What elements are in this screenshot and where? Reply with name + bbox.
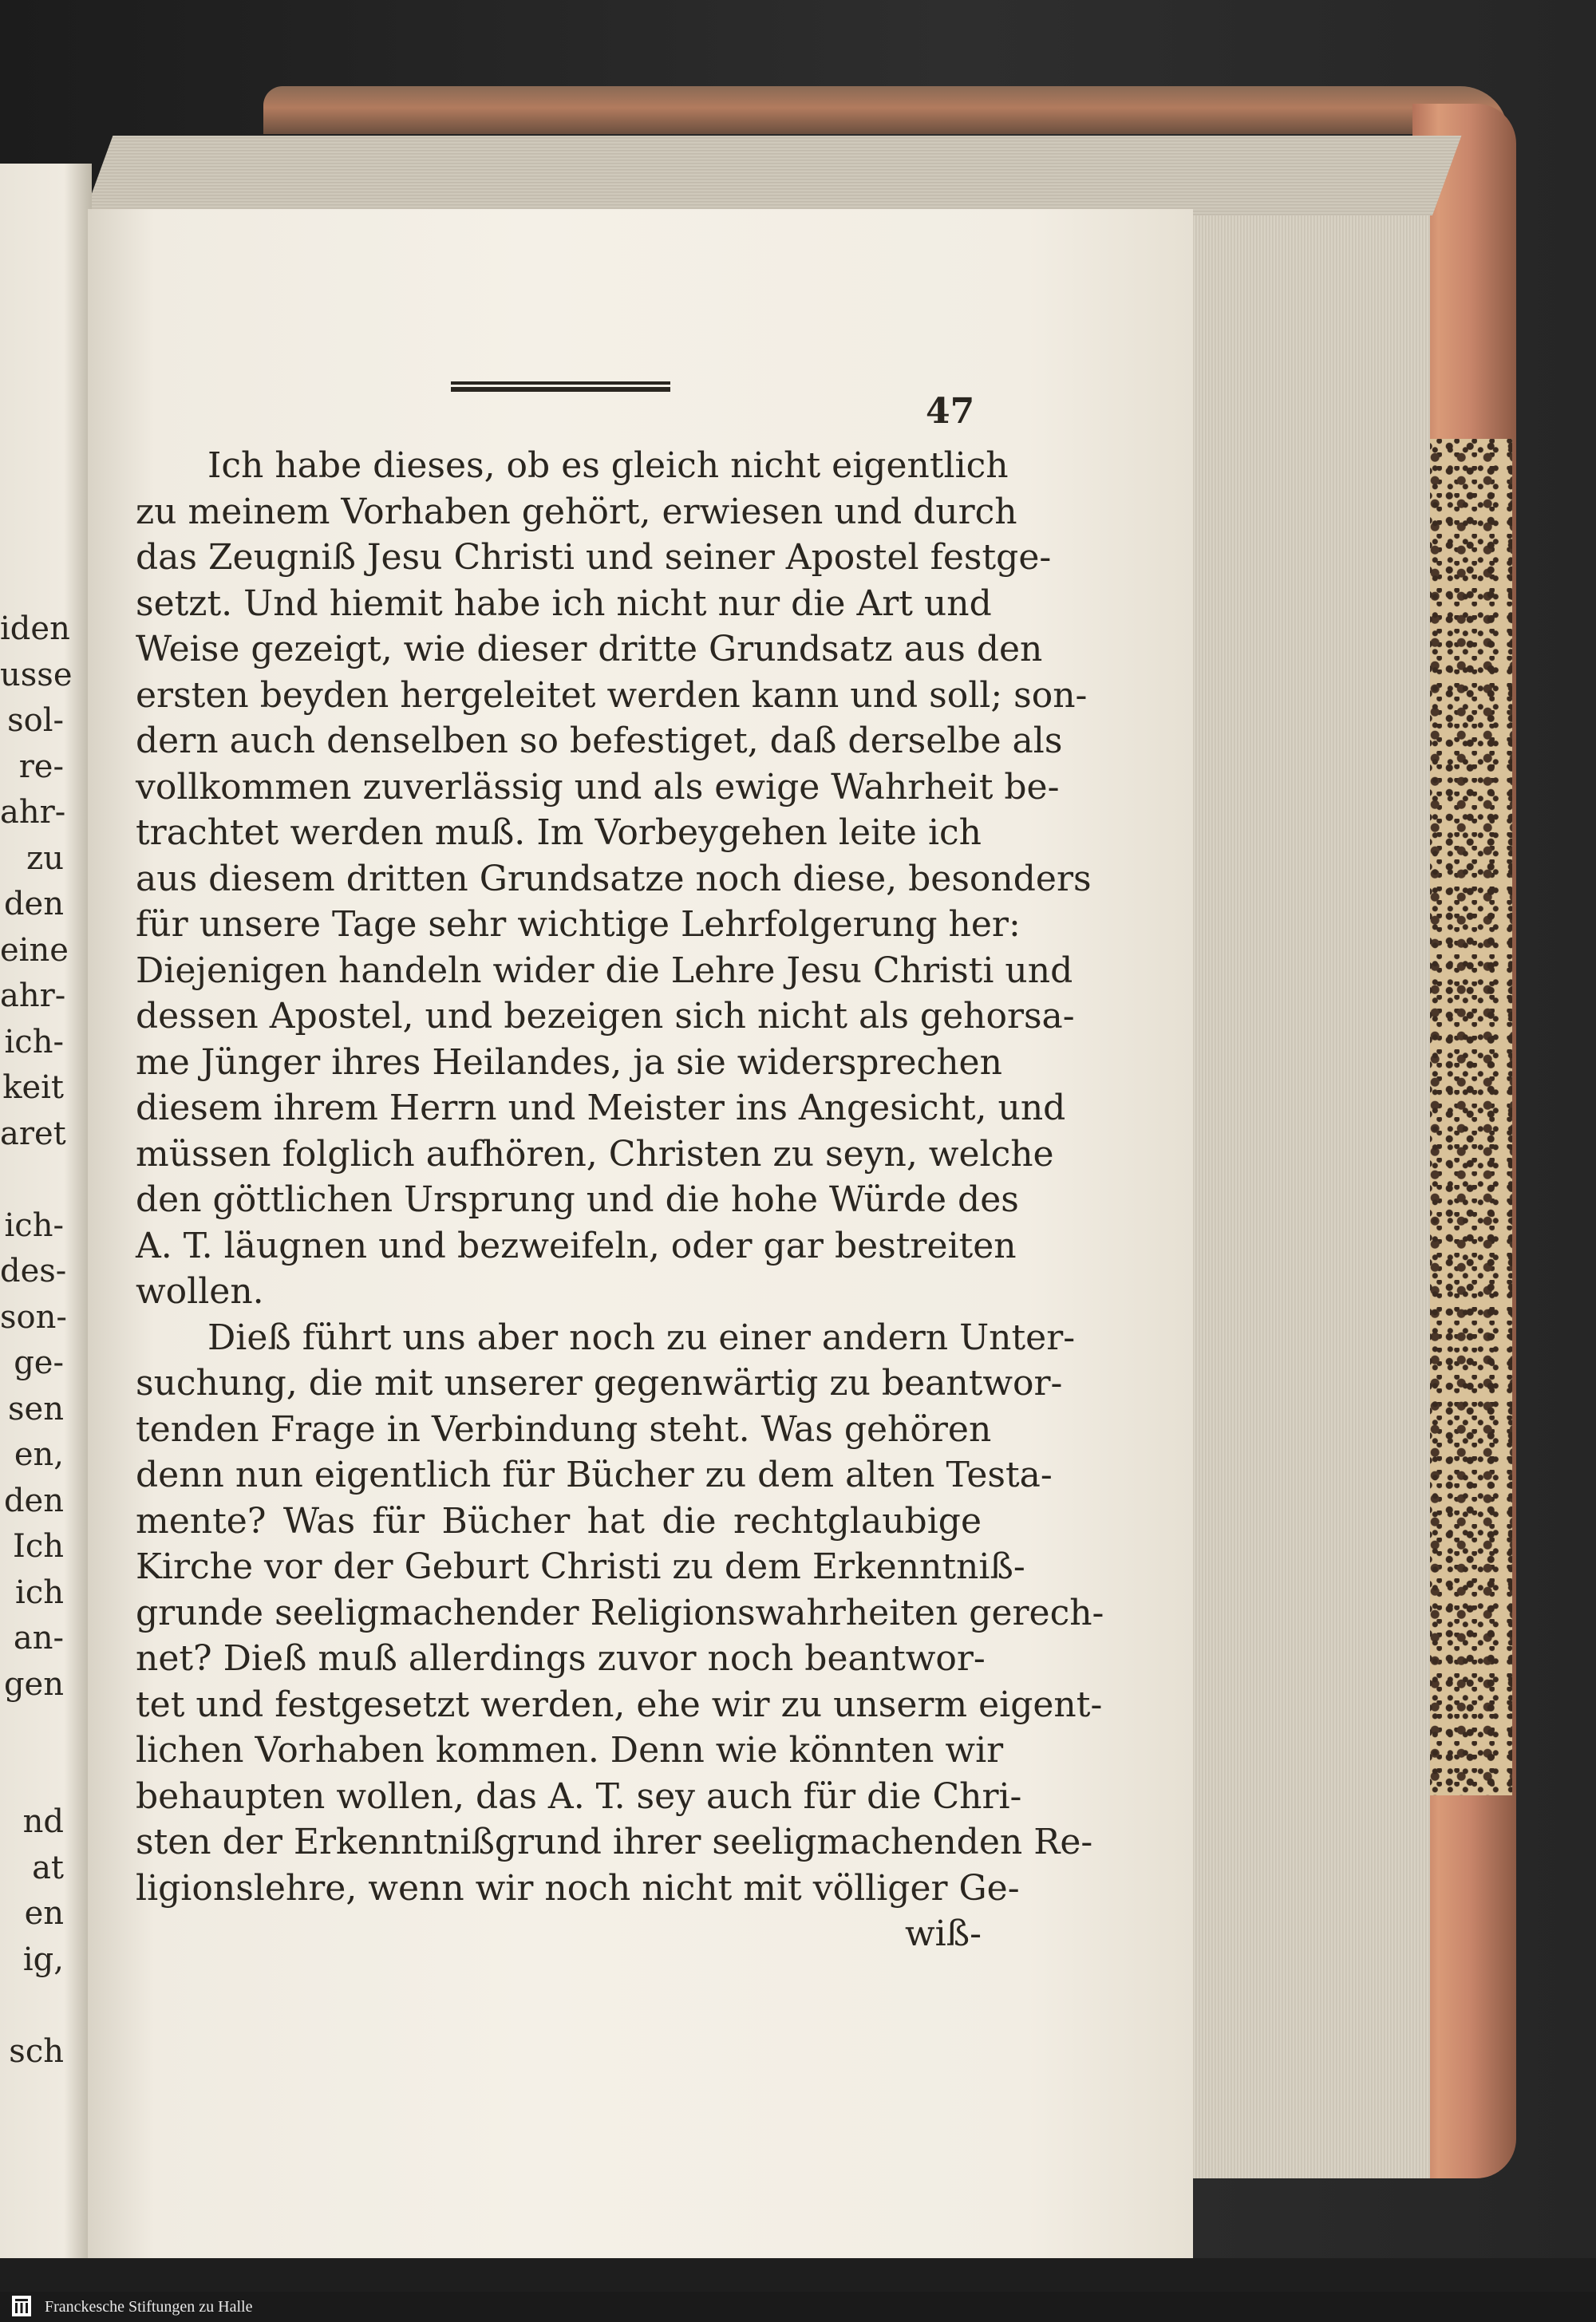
left-page-fragment: son- <box>0 1298 67 1336</box>
text-line: Ich habe dieses, ob es gleich nicht eigentlich <box>207 445 1009 486</box>
left-page-fragment: des- <box>0 1253 67 1289</box>
text-line: tet und festgesetzt werden, ehe wir zu unserm eigent- <box>136 1684 1103 1725</box>
text-line: A. T. läugnen und bezweifeln, oder gar bestreiten <box>136 1225 1017 1266</box>
left-page-fragment <box>0 1754 64 1800</box>
left-page-fragment: ahr- <box>0 794 66 831</box>
footer-bar <box>0 2292 1596 2322</box>
text-line: aus diesem dritten Grundsatze noch diese, besonders <box>136 858 1092 899</box>
text-line: das Zeugniß Jesu Christi und seiner Apostel festge- <box>136 537 1052 578</box>
left-page-fragment: gen <box>3 1665 64 1703</box>
text-line: den göttlichen Ursprung und die hohe Würde des <box>136 1179 1019 1220</box>
catchword: wiß- <box>905 1913 982 1954</box>
book-cover-top <box>263 86 1508 134</box>
text-line: zu meinem Vorhaben gehört, erwiesen und durch <box>136 491 1017 532</box>
left-page-fragment: en <box>24 1895 64 1932</box>
text-line: sten der Erkenntnißgrund ihrer seeligmachenden Re- <box>136 1822 1093 1862</box>
marbled-cover-paper <box>1424 439 1512 1795</box>
text-line: dern auch denselben so befestiget, daß derselbe als <box>136 721 1063 761</box>
left-page-fragment: keit <box>2 1069 64 1106</box>
text-line: grunde seeligmachender Religionswahrheiten gerech- <box>136 1592 1104 1633</box>
left-page-fragment: ich- <box>4 1023 64 1060</box>
text-line: diesem ihrem Herrn und Meister ins Angesicht, und <box>136 1088 1066 1128</box>
left-page-fragment: den <box>3 886 64 922</box>
text-line: dessen Apostel, und bezeigen sich nicht als gehorsa- <box>136 996 1075 1037</box>
left-page-fragment <box>0 1157 64 1203</box>
text-line: tenden Frage in Verbindung steht. Was gehören <box>136 1408 992 1450</box>
left-page-fragment: sol- <box>7 702 64 739</box>
left-page-fragment: sen <box>8 1390 64 1428</box>
page-edges-top <box>84 136 1461 215</box>
left-page-fragment: eine <box>0 931 69 969</box>
left-page-fragment: ig, <box>22 1941 64 1978</box>
page-number: 47 <box>926 391 975 432</box>
paragraph <box>136 443 1092 1315</box>
text-line: wollen. <box>136 1271 264 1312</box>
left-page-fragment: ich <box>15 1574 64 1611</box>
left-page-fragment: iden <box>0 610 70 647</box>
text-line: Kirche vor der Geburt Christi zu dem Erkenntniß- <box>136 1546 1025 1587</box>
text-line: Dieß führt uns aber noch zu einer andern Unter- <box>207 1317 1076 1358</box>
left-page-fragment <box>0 1983 64 2029</box>
left-page-fragment: en, <box>14 1436 64 1473</box>
text-line: vollkommen zuverlässig und als ewige Wahrheit be- <box>136 766 1060 808</box>
left-page-text <box>0 606 73 2075</box>
page-edges <box>1189 136 1430 2178</box>
text-line: Diejenigen handeln wider die Lehre Jesu Christi und <box>136 950 1073 991</box>
left-page-fragment: ich- <box>4 1206 64 1244</box>
left-page-fragment <box>0 1708 64 1754</box>
institution-logo-icon <box>11 2295 32 2317</box>
left-page-fragment: usse <box>0 656 73 693</box>
text-line: suchung, die mit unserer gegenwärtig zu beantwor- <box>136 1363 1063 1404</box>
text-line: lichen Vorhaben kommen. Denn wie könnten wir <box>136 1730 1004 1771</box>
text-line: net? Dieß muß allerdings zuvor noch beantwor- <box>136 1638 986 1679</box>
footer-credit: Franckesche Stiftungen zu Halle <box>45 2298 253 2316</box>
header-rule <box>451 381 670 394</box>
left-page <box>0 164 92 2270</box>
paragraph <box>136 1315 1104 1912</box>
left-page-fragment: at <box>32 1849 64 1886</box>
text-line: Weise gezeigt, wie dieser dritte Grundsatz aus den <box>136 629 1043 669</box>
text-line: denn nun eigentlich für Bücher zu dem alten Testa- <box>136 1455 1053 1495</box>
left-page-fragment: an- <box>13 1620 64 1657</box>
text-line: mente? Was für Bücher hat die rechtglaubige <box>136 1500 982 1542</box>
text-line: für unsere Tage sehr wichtige Lehrfolgerung her: <box>136 904 1021 945</box>
text-line: müssen folglich aufhören, Christen zu seyn, welche <box>136 1133 1054 1175</box>
body-text <box>136 443 1104 1957</box>
text-line: ersten beyden hergeleitet werden kann und soll; son- <box>136 674 1088 716</box>
text-line: ligionslehre, wenn wir noch nicht mit völliger Ge- <box>136 1867 1020 1909</box>
left-page-fragment: zu <box>26 839 64 877</box>
left-page-fragment: re- <box>18 748 64 785</box>
left-page-fragment: den <box>3 1482 64 1519</box>
text-line: me Jünger ihres Heilandes, ja sie widersprechen <box>136 1041 1002 1083</box>
left-page-fragment: ahr- <box>0 977 66 1014</box>
text-line: trachtet werden muß. Im Vorbeygehen leite ich <box>136 812 982 853</box>
text-line: behaupten wollen, das A. T. sey auch für die Chri- <box>136 1775 1022 1817</box>
left-page-fragment: aret <box>0 1115 66 1152</box>
left-page-fragment: Ich <box>13 1528 64 1565</box>
text-line: setzt. Und hiemit habe ich nicht nur die Art und <box>136 582 992 624</box>
left-page-fragment: nd <box>22 1803 64 1840</box>
left-page-fragment: ge- <box>14 1345 64 1381</box>
left-page-fragment: sch <box>9 2032 64 2070</box>
